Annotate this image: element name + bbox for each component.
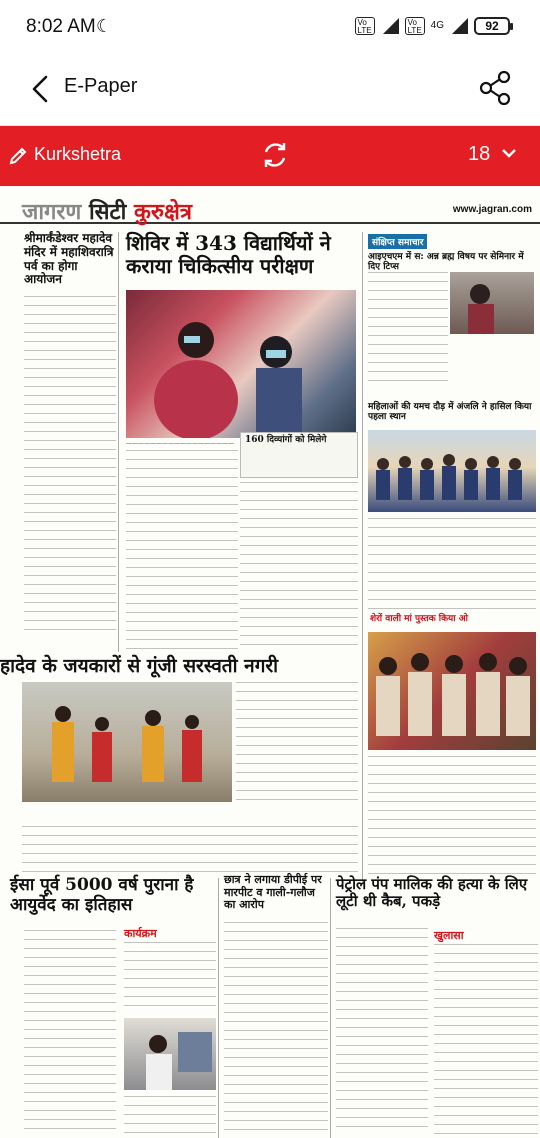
- battery-icon: 92: [474, 17, 510, 35]
- edition-bar: [0, 126, 540, 186]
- status-icons: [355, 17, 511, 35]
- masthead-brand: जागरण सिटी कुरुक्षेत्र: [22, 199, 192, 225]
- lead-story-headline: शिविर में 343 विद्यार्थियों ने कराया चिकित्सीय परीक्षण: [126, 231, 331, 278]
- ayurveda-photo: [124, 1018, 216, 1090]
- signal-icon: [381, 18, 399, 34]
- status-bar: [0, 0, 540, 54]
- sidebar-photo: [450, 272, 534, 334]
- sidebar-body-2: [368, 518, 536, 610]
- karyakram-label: कार्यक्रम: [124, 927, 157, 940]
- lead-story-body: [126, 450, 238, 650]
- newspaper-masthead: [0, 194, 540, 224]
- banner-headline: हादेव के जयकारों से गूंजी सरस्वती नगरी: [0, 655, 279, 677]
- bottom-left-headline: ईसा पूर्व 5000 वर्ष पुराना है आयुर्वेद का इतिहास: [10, 875, 194, 915]
- bottom-mid-headline: छात्र ने लगाया डीपीई पर मारपीट व गाली-गलौज का आरोप: [224, 873, 322, 912]
- share-icon[interactable]: [478, 70, 514, 106]
- moon-icon: ☾: [96, 16, 113, 37]
- right-mid-headline: शेरों वाली मां पुस्तक किया ओ: [370, 614, 468, 624]
- signal-icon-2: [450, 18, 468, 34]
- back-arrow-icon[interactable]: [28, 74, 52, 104]
- inset-headline: 160 दिव्यांगों को मिलेगे: [245, 435, 327, 445]
- book-release-photo: [368, 632, 536, 750]
- edit-pencil-icon[interactable]: [8, 144, 30, 166]
- race-group-photo: [368, 430, 536, 512]
- lead-story-photo: [126, 290, 356, 438]
- sidebar-body-3: [368, 756, 536, 880]
- volte-icon: Vo LTE: [355, 17, 375, 35]
- khulasa-body: [434, 944, 538, 1134]
- bottom-mid-body: [224, 922, 328, 1134]
- status-time: 8:02 AM: [26, 16, 96, 37]
- volte-icon-2: Vo LTE: [405, 17, 425, 35]
- bottom-right-headline: पेट्रोल पंप मालिक की हत्या के लिए लूटी थी कैब, पकड़े: [336, 875, 528, 911]
- edition-city-selector[interactable]: Kurkshetra: [34, 144, 122, 164]
- sidebar-headline: आइएचएम में स: अन्न ब्रह्म विषय पर सेमिनार में दिए टिप्स: [368, 252, 524, 273]
- inset-box: [240, 432, 358, 478]
- bottom-left-body: [24, 930, 116, 1130]
- ayurveda-caption: [124, 1096, 216, 1136]
- left-story-body: [24, 296, 116, 636]
- procession-photo: [22, 682, 232, 802]
- lead-story-body-2: [240, 482, 358, 650]
- sidebar-box-title: संक्षिप्त समाचार: [368, 234, 427, 249]
- epaper-page[interactable]: [0, 186, 540, 1138]
- karyakram-list: [124, 942, 216, 1012]
- network-type: 4G: [430, 20, 444, 31]
- masthead-url: www.jagran.com: [452, 204, 532, 215]
- banner-body-2: [22, 826, 358, 872]
- banner-body: [236, 682, 358, 802]
- bottom-right-body: [336, 928, 428, 1134]
- chevron-down-icon[interactable]: [500, 144, 518, 162]
- app-header: [0, 54, 540, 126]
- page-number-selector[interactable]: 18: [468, 143, 491, 165]
- khulasa-label: खुलासा: [434, 929, 464, 942]
- refresh-icon[interactable]: [258, 138, 292, 172]
- lead-photo-caption: ——————————————————: [126, 440, 234, 447]
- left-story-headline: श्रीमार्कंडेश्वर महादेव मंदिर में महाशिवरात्रि पर्व का होगा आयोजन: [24, 231, 114, 287]
- sidebar-headline-2: महिलाओं की यमच दौड़ में अंजलि ने हासिल किया पहला स्थान: [368, 402, 532, 423]
- sidebar-body: [368, 272, 448, 386]
- page-title: E-Paper: [64, 75, 138, 97]
